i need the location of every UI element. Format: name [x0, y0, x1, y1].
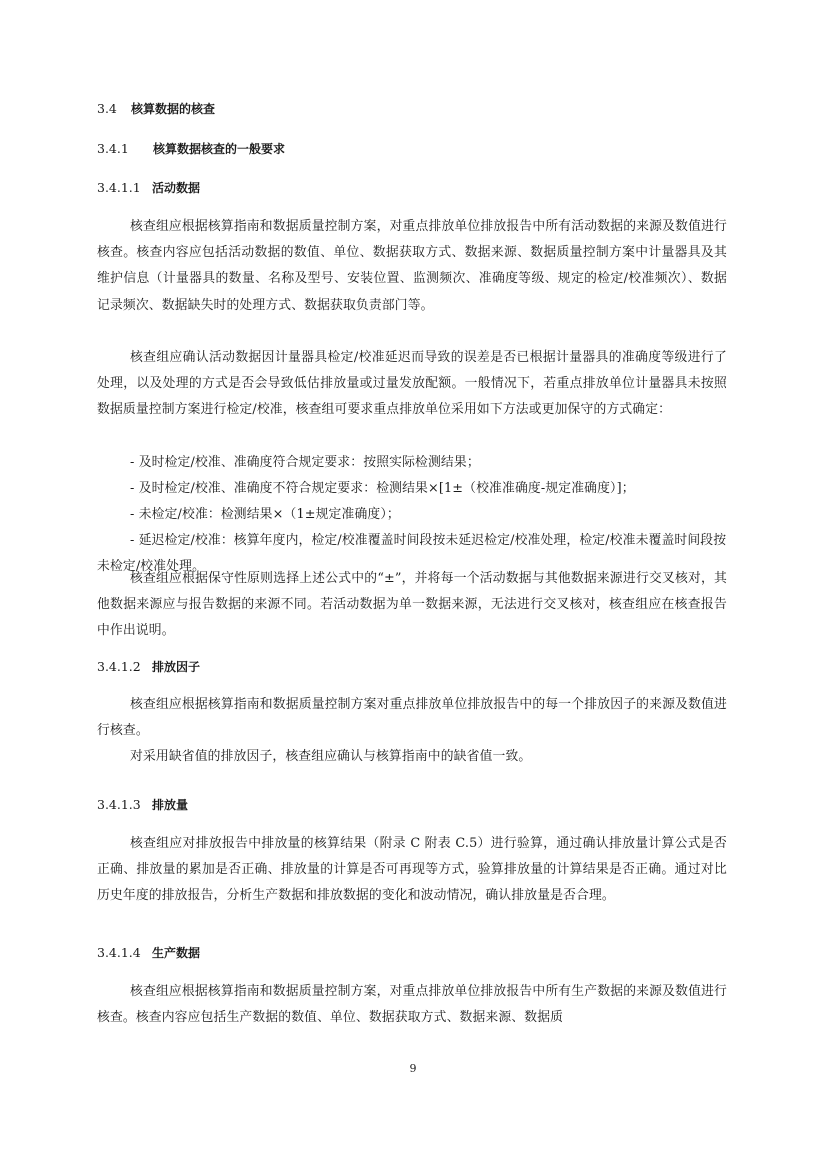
section-title: 排放量	[152, 798, 189, 812]
section-heading-3-4-1	[97, 141, 285, 157]
section-heading-3-4-1-1	[97, 180, 200, 196]
list-item: - 及时检定/校准、准确度不符合规定要求：检测结果×[1±（校准准确度-规定准确度）]；	[130, 481, 635, 496]
section-heading-3-4-1-4	[97, 945, 200, 961]
section-heading-3-4-1-3	[97, 797, 188, 813]
section-number: 3.4.1.1	[97, 180, 141, 195]
paragraph: 核查组应对排放报告中排放量的核算结果（附录 C 附表 C.5）进行验算，通过确认排放量计算公式是否正确、排放量的累加是否正确、排放量的计算是否可再现等方式，验算排放量的计算结果是否正确。通过对比历史年度的排放报告，分析生产数据和排放数据的变化和波动情况，确认排放量是否合理。	[97, 836, 727, 904]
list-item: - 未检定/校准：检测结果×（1±规定准确度）；	[130, 507, 400, 522]
section-heading-3-4-1-2	[97, 659, 200, 675]
page-number: 9	[409, 1062, 417, 1075]
paragraph: 核查组应确认活动数据因计量器具检定/校准延迟而导致的误差是否已根据计量器具的准确度等级进行了处理，以及处理的方式是否会导致低估排放量或过量发放配额。一般情况下，若重点排放单位计量器具未按照数据质量控制方案进行检定/校准，核查组可要求重点排放单位采用如下方法或更加保守的方式确定：	[97, 350, 727, 418]
section-number: 3.4.1.4	[97, 945, 141, 960]
section-title: 活动数据	[152, 181, 201, 195]
paragraph: 核查组应根据核算指南和数据质量控制方案，对重点排放单位排放报告中所有生产数据的来源及数值进行核查。核查内容应包括生产数据的数值、单位、数据获取方式、数据来源、数据质	[97, 984, 727, 1026]
paragraph: 核查组应根据核算指南和数据质量控制方案，对重点排放单位排放报告中所有活动数据的来源及数值进行核查。核查内容应包括活动数据的数值、单位、数据获取方式、数据来源、数据质量控制方案中计量器具及其维护信息（计量器具的数量、名称及型号、安装位置、监测频次、准确度等级、规定的检定/校准频次）、数据记录频次、数据缺失时的处理方式、数据获取负责部门等。	[97, 219, 727, 313]
paragraph: 核查组应根据保守性原则选择上述公式中的“±”，并将每一个活动数据与其他数据来源进行交叉核对，其他数据来源应与报告数据的来源不同。若活动数据为单一数据来源，无法进行交叉核对，核查组应在核查报告中作出说明。	[97, 571, 727, 639]
section-number: 3.4.1.3	[97, 797, 141, 812]
section-heading-3-4	[97, 101, 215, 117]
list-item: - 延迟检定/校准：核算年度内，检定/校准覆盖时间段按未延迟检定/校准处理，检定/校准未覆盖时间段按未检定/校准处理。	[97, 533, 727, 575]
paragraph: 对采用缺省值的排放因子，核查组应确认与核算指南中的缺省值一致。	[130, 749, 532, 764]
section-title: 核算数据核查的一般要求	[153, 142, 286, 156]
section-title: 核算数据的核查	[131, 102, 216, 116]
section-number: 3.4.1	[97, 141, 129, 156]
section-title: 排放因子	[152, 660, 201, 674]
list-item: - 及时检定/校准、准确度符合规定要求：按照实际检测结果；	[130, 455, 480, 470]
section-number: 3.4	[97, 101, 117, 116]
section-title: 生产数据	[152, 946, 201, 960]
section-number: 3.4.1.2	[97, 659, 141, 674]
paragraph: 核查组应根据核算指南和数据质量控制方案对重点排放单位排放报告中的每一个排放因子的来源及数值进行核查。	[97, 697, 727, 739]
